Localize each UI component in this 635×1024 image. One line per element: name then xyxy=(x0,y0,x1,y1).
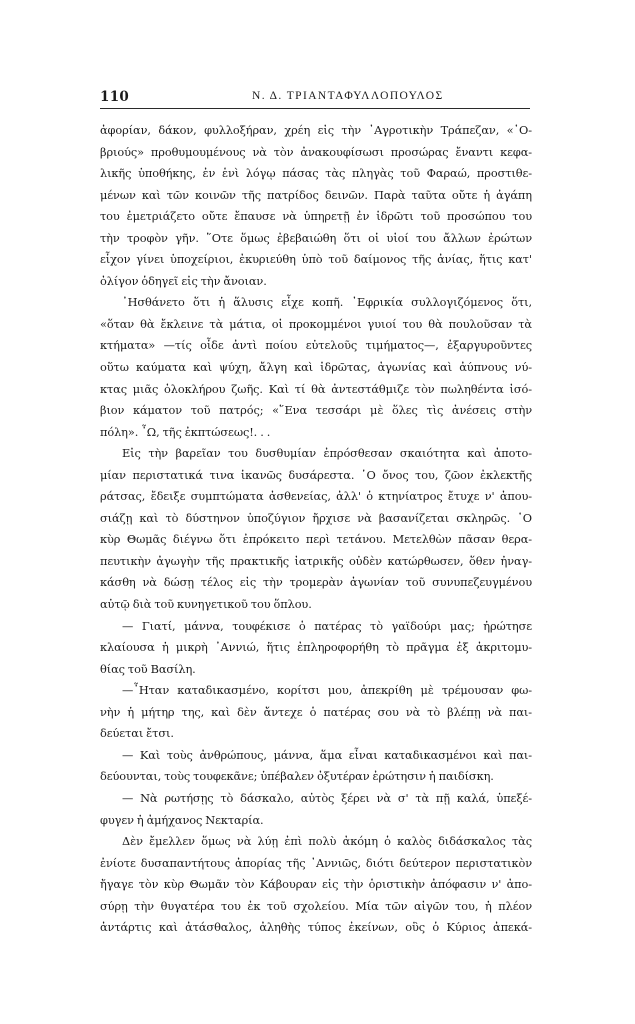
text-line: σύρῃ τὴν θυγατέρα του ἐκ τοῦ σχολείου. Μία τῶν αἰγῶν του, ἡ πλέον xyxy=(100,898,532,913)
text-line: — Νὰ ρωτήσῃς τὸ δάσκαλο, αὐτὸς ξέρει νὰ σ' τὰ πῇ καλά, ὑπεξέ- xyxy=(122,790,532,805)
text-line: βιον κάματον τοῦ πατρός; «῞Ενα τεσσάρι μὲ ὅλες τὶς ἀνέσεις στὴν xyxy=(100,403,532,418)
text-line: ἤγαγε τὸν κὺρ Θωμᾶν τὸν Κάβουραν εἰς τὴν ὁριστικὴν ἀπόφασιν ν' ἀπο- xyxy=(100,877,532,892)
running-head-author: Ν. Δ. ΤΡΙΑΝΤΑΦΥΛΛΟΠΟΥΛΟΣ xyxy=(252,90,444,102)
text-line: — Γιατί, μάννα, τουφέκισε ὁ πατέρας τὸ γαϊδούρι μας; ἠρώτησε xyxy=(122,618,532,633)
text-line: πευτικὴν ἀγωγὴν τῆς πρακτικῆς ἰατρικῆς οὐδὲν κατώρθωσεν, ὅθεν ἠναγ- xyxy=(100,553,532,568)
text-line: ἀντάρτις καὶ ἀτάσθαλος, ἀληθὴς τύπος ἐκείνων, οὓς ὁ Κύριος ἀπεκά- xyxy=(100,920,532,935)
text-line: αὐτῷ διὰ τοῦ κυνηγετικοῦ του ὅπλου. xyxy=(100,597,312,612)
page-number: 110 xyxy=(100,89,130,105)
text-line: του ἐμετριάζετο οὔτε ἔπαυσε νὰ ὑπηρετῇ ἐν ἱδρῶτι τοῦ προσώπου του xyxy=(100,209,532,224)
text-line: φυγεν ἡ ἀμήχανος Νεκταρία. xyxy=(100,812,264,827)
text-line: βριούς» προθυμουμένους νὰ τὸν ἀνακουφίσωσι προσώρας ἔναντι κεφα- xyxy=(100,144,532,159)
text-line: — Καὶ τοὺς ἀνθρώπους, μάννα, ἅμα εἶναι καταδικασμένοι καὶ παι- xyxy=(122,747,532,762)
text-line: Δὲν ἔμελλεν ὅμως νὰ λύῃ ἐπὶ πολὺ ἀκόμη ὁ καλὸς διδάσκαλος τὰς xyxy=(122,834,532,849)
text-line: κάσθη νὰ δώσῃ τέλος εἰς τὴν τρομερὰν ἀγωνίαν τοῦ συνυπεζευγμένου xyxy=(100,575,532,590)
text-line: ἀφορίαν, δάκον, φυλλοξήραν, χρέη εἰς τὴν ᾿Αγροτικὴν Τράπεζαν, «῾Ο- xyxy=(100,123,532,137)
text-line: κτας μιᾶς ὁλοκλήρου ζωῆς. Καὶ τί θὰ ἀντεστάθμιζε τὸν πωληθέντα ἰσό- xyxy=(100,381,532,396)
text-line: ἐνίοτε δυσαπαντήτους ἀπορίας τῆς ᾿Αννιῶς, διότι δεύτερον περιστατικὸν xyxy=(100,855,532,870)
header-rule xyxy=(100,108,530,109)
text-line: σιάζῃ καὶ τὸ δύστηνον ὑποζύγιον ἤρχισε νὰ βασανίζεται σκληρῶς. ῾Ο xyxy=(100,510,532,525)
text-line: —῏Ηταν καταδικασμένο, κορίτσι μου, ἀπεκρίθη μὲ τρέμουσαν φω- xyxy=(122,683,532,698)
text-line: νὴν ἡ μήτηρ της, καὶ δὲν ἄντεχε ὁ πατέρας σου νὰ τὸ βλέπῃ νὰ παι- xyxy=(100,704,532,719)
text-line: ράτσας, ἔδειξε συμπτώματα ἀσθενείας, ἀλλ' ὁ κτηνίατρος ἔτυχε ν' ἀπου- xyxy=(100,489,532,504)
text-line: κτήματα» —τίς οἶδε ἀντὶ ποίου εὐτελοῦς τιμήματος—, ἐξαργυροῦντες xyxy=(100,338,532,353)
text-line: δεύεται ἔτσι. xyxy=(100,726,174,741)
text-line: οὕτω καύματα καὶ ψύχη, ἄλγη καὶ ἱδρῶτας, ἀγωνίας καὶ ἀύπνους νύ- xyxy=(100,360,532,375)
text-line: «ὅταν θὰ ἔκλεινε τὰ μάτια, οἱ προκομμένοι γυιοί του θὰ πουλοῦσαν τὰ xyxy=(100,316,532,331)
text-line: λικῆς ὑποθήκης, ἐν ἑνὶ λόγῳ πάσας τὰς πληγὰς τοῦ Φαραώ, προστιθε- xyxy=(100,166,532,181)
page-header xyxy=(100,89,530,107)
text-line: πόλη». ῏Ω, τῆς ἐκπτώσεως!. . . xyxy=(100,424,271,439)
text-line: θίας τοῦ Βασίλη. xyxy=(100,661,196,676)
text-line: τὴν τροφὸν γῆν. ῞Οτε ὅμως ἐβεβαιώθη ὅτι οἱ υἱοί του ἄλλων ἐρώτων xyxy=(100,230,532,245)
text-line: κλαίουσα ἡ μικρὴ ᾿Αννιώ, ἥτις ἐπληροφορήθη τὸ πρᾶγμα ἐξ ἀκριτομυ- xyxy=(100,640,532,655)
text-line: ὀλίγον ὁδηγεῖ εἰς τὴν ἄνοιαν. xyxy=(100,273,267,288)
text-line: Εἰς τὴν βαρεῖαν του δυσθυμίαν ἐπρόσθεσαν σκαιότητα καὶ ἀποτο- xyxy=(122,446,532,461)
text-line: δεύουνται, τοὺς τουφεκᾶνε; ὑπέβαλεν ὀξυτέραν ἐρώτησιν ἡ παιδίσκη. xyxy=(100,769,494,784)
text-line: ᾿Ησθάνετο ὅτι ἡ ἅλυσις εἶχε κοπῆ. ᾿Εφρικία συλλογιζόμενος ὅτι, xyxy=(122,295,532,310)
text-line: εἶχον γίνει ὑποχείριοι, ἐκυριεύθη ὑπὸ τοῦ δαίμονος τῆς ἀνίας, ἥτις κατ' xyxy=(100,252,532,267)
text-line: κὺρ Θωμᾶς διέγνω ὅτι ἐπρόκειτο περὶ τετάνου. Μετελθὼν πᾶσαν θερα- xyxy=(100,532,532,547)
text-line: μένων καὶ τῶν κοινῶν τῆς πατρίδος δεινῶν. Παρὰ ταῦτα οὔτε ἡ ἀγάπη xyxy=(100,187,532,202)
body-text xyxy=(100,120,532,939)
text-line: μίαν περιστατικά τινα ἱκανῶς δυσάρεστα. ῾Ο ὄνος του, ζῶον ἐκλεκτῆς xyxy=(100,467,532,482)
